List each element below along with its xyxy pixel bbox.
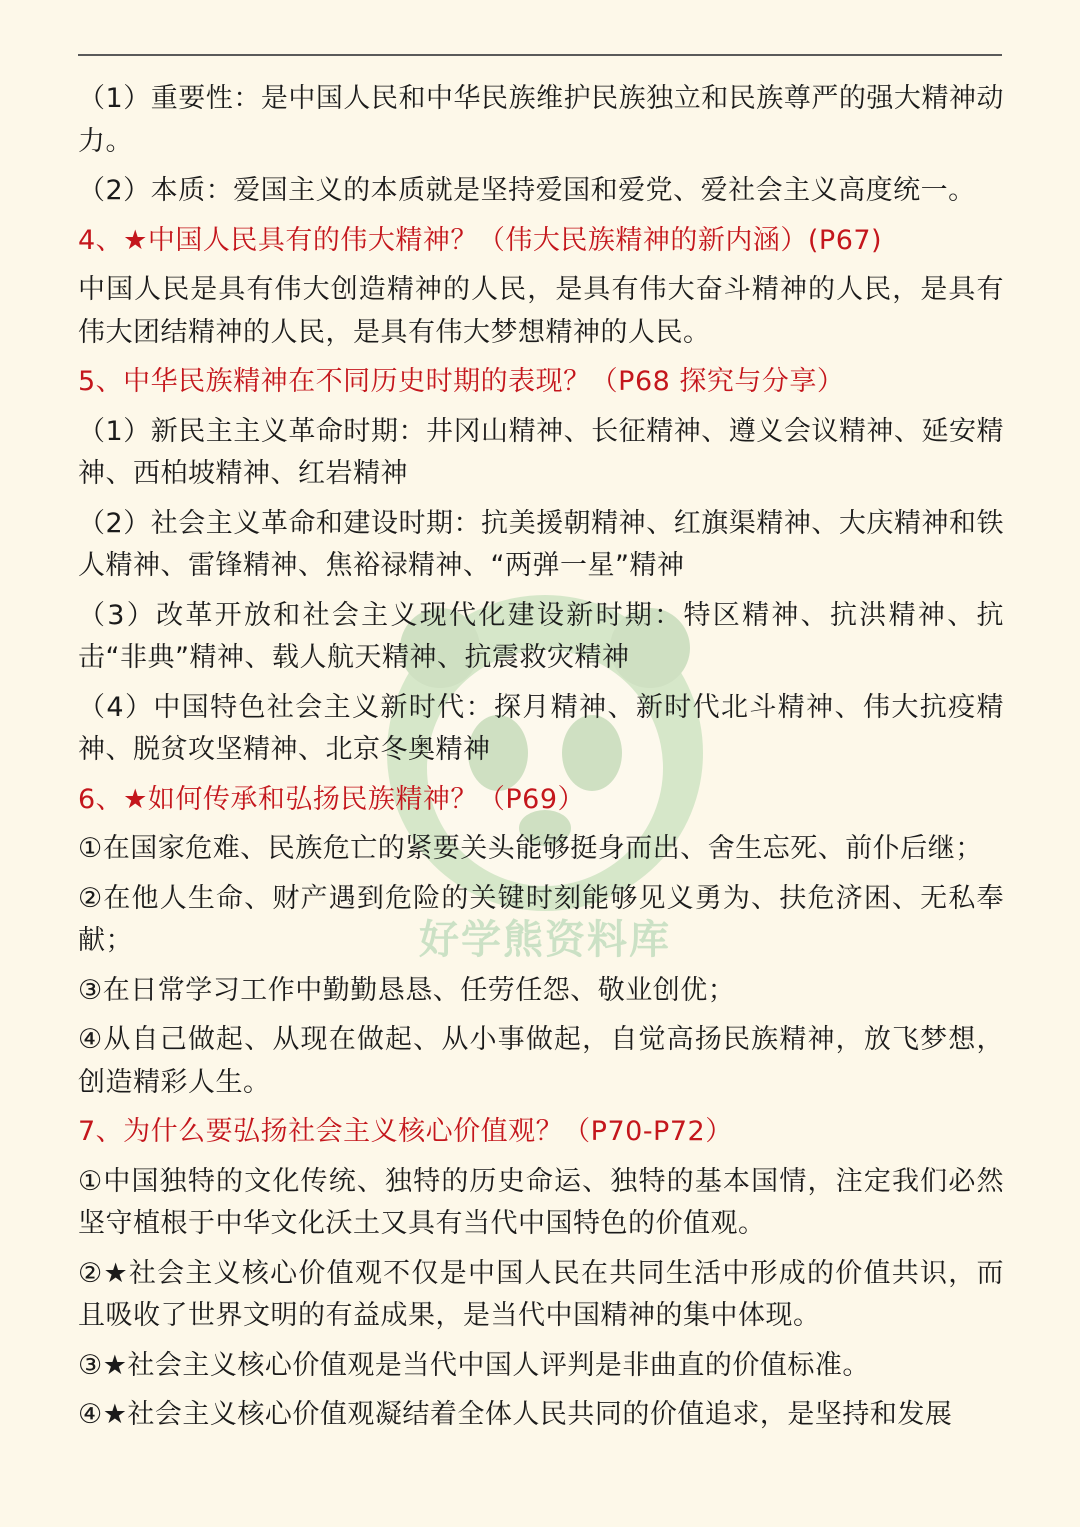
body-paragraph: ①中国独特的文化传统、独特的历史命运、独特的基本国情，注定我们必然坚守植根于中华文化沃土又具有当代中国特色的价值观。 bbox=[78, 1165, 1004, 1239]
body-paragraph: ②★社会主义核心价值观不仅是中国人民在共同生活中形成的价值共识，而且吸收了世界文明的有益成果，是当代中国精神的集中体现。 bbox=[78, 1257, 1004, 1331]
section-heading: 7、为什么要弘扬社会主义核心价值观？（P70-P72） bbox=[78, 1116, 733, 1147]
body-paragraph: ③★社会主义核心价值观是当代中国人评判是非曲直的价值标准。 bbox=[78, 1349, 870, 1381]
document-body bbox=[78, 78, 1004, 1444]
watermark-text: 好学熊资料库 bbox=[419, 917, 671, 963]
body-paragraph: ④从自己做起、从现在做起、从小事做起，自觉高扬民族精神，放飞梦想，创造精彩人生。 bbox=[78, 1024, 1004, 1098]
body-paragraph: ④★社会主义核心价值观凝结着全体人民共同的价值追求，是坚持和发展 bbox=[78, 1399, 953, 1430]
body-paragraph: ①在国家危难、民族危亡的紧要关头能够挺身而出、舍生忘死、前仆后继； bbox=[78, 833, 983, 864]
body-paragraph: 中国人民是具有伟大创造精神的人民，是具有伟大奋斗精神的人民，是具有伟大团结精神的人民，是具有伟大梦想精神的人民。 bbox=[78, 274, 1004, 348]
body-paragraph: （2）本质：爱国主义的本质就是坚持爱国和爱党、爱社会主义高度统一。 bbox=[78, 175, 976, 206]
body-paragraph: （4）中国特色社会主义新时代：探月精神、新时代北斗精神、伟大抗疫精神、脱贫攻坚精神、北京冬奥精神 bbox=[78, 691, 1004, 765]
body-paragraph: （1）新民主主义革命时期：井冈山精神、长征精神、遵义会议精神、延安精神、西柏坡精神、红岩精神 bbox=[78, 415, 1004, 489]
body-paragraph: ③在日常学习工作中勤勤恳恳、任劳任怨、敬业创优； bbox=[78, 974, 736, 1006]
body-paragraph: （1）重要性：是中国人民和中华民族维护民族独立和民族尊严的强大精神动力。 bbox=[78, 83, 1004, 157]
body-paragraph: （2）社会主义革命和建设时期：抗美援朝精神、红旗渠精神、大庆精神和铁人精神、雷锋精神、焦裕禄精神、“两弹一星”精神 bbox=[78, 507, 1004, 581]
section-heading: 5、中华民族精神在不同历史时期的表现？（P68 探究与分享） bbox=[78, 366, 845, 397]
section-heading: 6、★如何传承和弘扬民族精神？（P69） bbox=[78, 783, 586, 815]
body-paragraph: ②在他人生命、财产遇到危险的关键时刻能够见义勇为、扶危济困、无私奉献； bbox=[78, 882, 1004, 956]
body-paragraph: （3）改革开放和社会主义现代化建设新时期：特区精神、抗洪精神、抗击“非典”精神、载人航天精神、抗震救灾精神 bbox=[78, 599, 1004, 673]
section-heading: 4、★中国人民具有的伟大精神？（伟大民族精神的新内涵）(P67) bbox=[78, 224, 883, 256]
top-divider bbox=[78, 54, 1002, 56]
